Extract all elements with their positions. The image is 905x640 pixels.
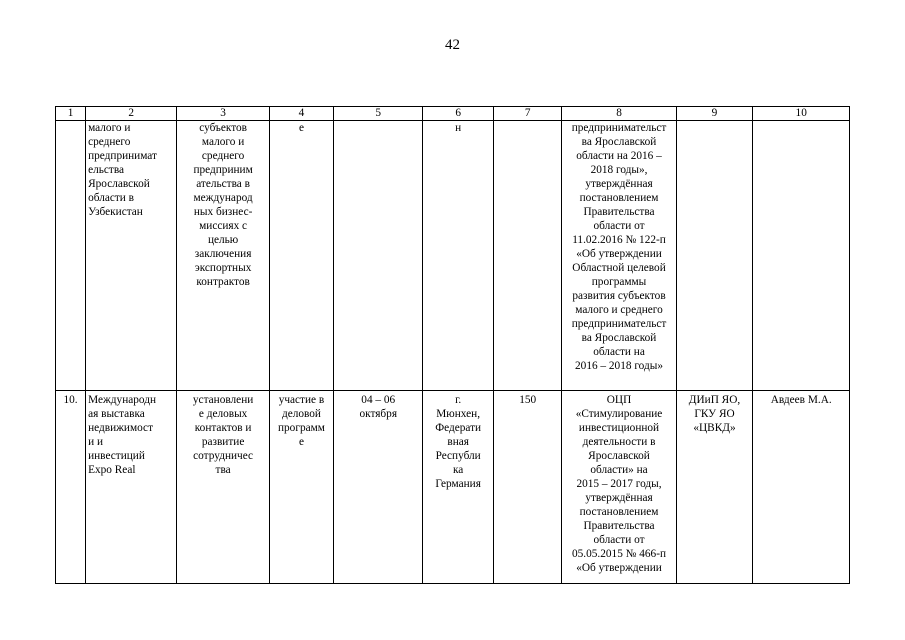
- responsible-org-cell: ДИиП ЯО, ГКУ ЯО «ЦВКД»: [676, 391, 753, 584]
- column-header-3: 3: [177, 107, 269, 121]
- column-header-1: 1: [56, 107, 86, 121]
- funding-source-cell: ОЦП «Стимулирование инвестиционной деятельности в Ярославской области» на 2015 – 2017 годы, утверждённая постановлением Правительства области от 05.05.2015 № 466-п «Об утверждении: [562, 391, 676, 584]
- purpose-cell: установлени е деловых контактов и развитие сотрудничес тва: [177, 391, 269, 584]
- responsible-person-cell: [753, 121, 850, 391]
- column-header-8: 8: [562, 107, 676, 121]
- dates-cell: 04 – 06 октября: [334, 391, 423, 584]
- column-header-9: 9: [676, 107, 753, 121]
- column-header-2: 2: [86, 107, 177, 121]
- table-row: [56, 391, 850, 584]
- events-table: [55, 106, 850, 584]
- column-number-row: [56, 107, 850, 121]
- column-header-5: 5: [334, 107, 423, 121]
- column-header-4: 4: [269, 107, 333, 121]
- participation-form-cell: участие в деловой программ е: [269, 391, 333, 584]
- row-number-cell: 10.: [56, 391, 86, 584]
- column-header-7: 7: [493, 107, 562, 121]
- amount-cell: 150: [493, 391, 562, 584]
- column-header-6: 6: [423, 107, 494, 121]
- row-number-cell: [56, 121, 86, 391]
- dates-cell: [334, 121, 423, 391]
- column-header-10: 10: [753, 107, 850, 121]
- responsible-person-cell: Авдеев М.А.: [753, 391, 850, 584]
- page-number: 42: [445, 37, 460, 53]
- funding-source-cell: предпринимательст ва Ярославской области на 2016 – 2018 годы», утверждённая постановлением Правительства области от 11.02.2016 № 122-п «Об утверждении Областной целевой программы развития субъектов малого и среднего предпринимательст ва Ярославской области на 2016 – 2018 годы»: [562, 121, 676, 391]
- responsible-org-cell: [676, 121, 753, 391]
- amount-cell: [493, 121, 562, 391]
- table-row: [56, 121, 850, 391]
- location-cell: г. Мюнхен, Федерати вная Республи ка Германия: [423, 391, 494, 584]
- participation-form-cell: е: [269, 121, 333, 391]
- purpose-cell: субъектов малого и среднего предприним ательства в международ ных бизнес- миссиях с целью заключения экспортных контрактов: [177, 121, 269, 391]
- event-name-cell: Международн ая выставка недвижимост и и инвестиций Expo Real: [86, 391, 177, 584]
- event-name-cell: малого и среднего предпринимат ельства Ярославской области в Узбекистан: [86, 121, 177, 391]
- location-cell: н: [423, 121, 494, 391]
